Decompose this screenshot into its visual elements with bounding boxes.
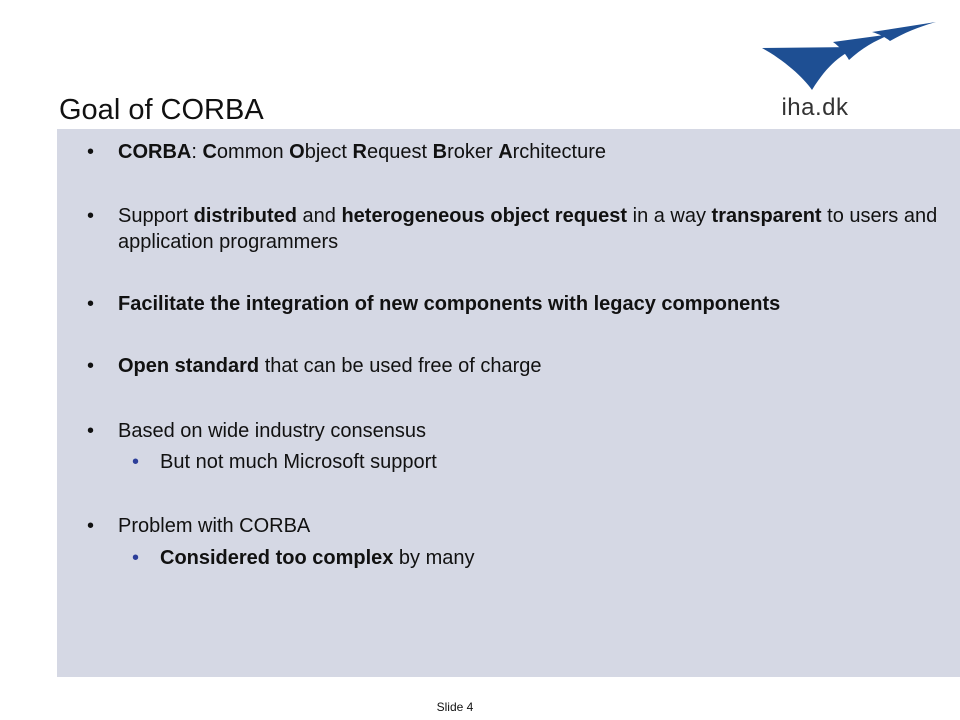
- content-box: [57, 129, 960, 677]
- sub-bullet-marker: •: [132, 547, 140, 569]
- sub-bullet-item-too-complex: [132, 545, 920, 571]
- text-span: B: [432, 141, 448, 163]
- text-span: Support: [118, 205, 194, 227]
- logo-text: iha.dk: [781, 94, 849, 121]
- bullet-item-problem: [87, 513, 938, 539]
- text-span: Based on wide industry consensus: [118, 420, 426, 442]
- text-span: equest: [367, 141, 433, 163]
- text-span: Facilitate the integration of new components with legacy components: [118, 293, 781, 315]
- text-span: Open standard: [118, 355, 260, 377]
- bullet-marker: •: [87, 293, 95, 315]
- text-span: :: [191, 141, 203, 163]
- text-span: Problem with CORBA: [118, 515, 311, 537]
- iha-logo-icon: [760, 20, 940, 90]
- text-span: and: [296, 205, 342, 227]
- text-span: distributed: [193, 205, 297, 227]
- slide-title: Goal of CORBA: [59, 94, 264, 126]
- bullet-item-open-standard: [87, 353, 938, 379]
- bullet-marker: •: [87, 141, 95, 163]
- bullet-list: [57, 129, 960, 677]
- text-span: that can be used free of charge: [259, 355, 542, 377]
- text-span: But not much Microsoft support: [160, 451, 437, 473]
- text-span: bject: [304, 141, 353, 163]
- text-span: heterogeneous object request: [341, 205, 628, 227]
- bullet-marker: •: [87, 420, 95, 442]
- bullet-item-legacy-integration: [87, 291, 938, 317]
- sub-bullet-marker: •: [132, 451, 140, 473]
- bullet-item-support-distributed: [87, 203, 938, 255]
- text-span: R: [352, 141, 367, 163]
- slide-number: Slide 4: [436, 700, 474, 714]
- text-span: C: [202, 141, 217, 163]
- text-span: rchitecture: [512, 141, 607, 163]
- bullet-marker: •: [87, 205, 95, 227]
- text-span: Considered too complex: [160, 547, 394, 569]
- text-span: O: [289, 141, 305, 163]
- text-span: A: [498, 141, 513, 163]
- text-span: CORBA: [118, 141, 192, 163]
- bullet-item-corba-definition: [87, 139, 938, 165]
- bullet-marker: •: [87, 515, 95, 537]
- text-span: to users and application programmers: [118, 205, 938, 253]
- bullet-marker: •: [87, 355, 95, 377]
- bullet-item-industry-consensus: [87, 418, 938, 444]
- text-span: roker: [447, 141, 499, 163]
- text-span: transparent: [711, 205, 822, 227]
- text-span: in a way: [627, 205, 712, 227]
- sub-bullet-item-microsoft-support: [132, 449, 920, 475]
- iha-logo: [760, 20, 940, 126]
- text-span: by many: [393, 547, 475, 569]
- text-span: ommon: [216, 141, 290, 163]
